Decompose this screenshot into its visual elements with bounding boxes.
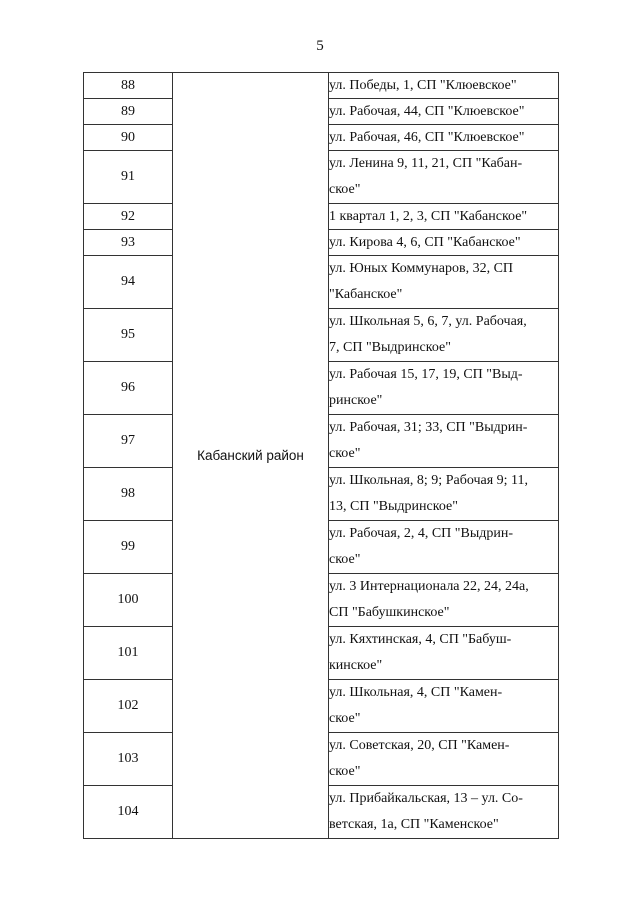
address-cell: ул. Рабочая 15, 17, 19, СП "Выд- ринское" (329, 362, 559, 415)
address-cell: ул. Победы, 1, СП "Клюевское" (329, 73, 559, 99)
address-table (83, 72, 559, 839)
address-cell: ул. Советская, 20, СП "Камен- ское" (329, 733, 559, 786)
row-number: 88 (84, 73, 173, 99)
address-table-body (84, 73, 559, 839)
row-number: 93 (84, 230, 173, 256)
row-number: 103 (84, 733, 173, 786)
address-cell: ул. Ленина 9, 11, 21, СП "Кабан- ское" (329, 151, 559, 204)
row-number: 100 (84, 574, 173, 627)
page-number: 5 (316, 38, 324, 54)
row-number: 98 (84, 468, 173, 521)
row-number: 94 (84, 256, 173, 309)
address-cell: ул. Кирова 4, 6, СП "Кабанское" (329, 230, 559, 256)
row-number: 97 (84, 415, 173, 468)
address-cell: 1 квартал 1, 2, 3, СП "Кабанское" (329, 204, 559, 230)
table-row (84, 73, 559, 99)
district-name: Кабанский район (173, 73, 329, 839)
row-number: 92 (84, 204, 173, 230)
address-cell: ул. Рабочая, 44, СП "Клюевское" (329, 99, 559, 125)
address-cell: ул. Кяхтинская, 4, СП "Бабуш- кинское" (329, 627, 559, 680)
row-number: 99 (84, 521, 173, 574)
row-number: 101 (84, 627, 173, 680)
address-cell: ул. 3 Интернационала 22, 24, 24а, СП "Бабушкинское" (329, 574, 559, 627)
address-cell: ул. Школьная, 8; 9; Рабочая 9; 11, 13, СП "Выдринское" (329, 468, 559, 521)
row-number: 95 (84, 309, 173, 362)
address-cell: ул. Рабочая, 31; 33, СП "Выдрин- ское" (329, 415, 559, 468)
address-cell: ул. Рабочая, 46, СП "Клюевское" (329, 125, 559, 151)
address-cell: ул. Юных Коммунаров, 32, СП "Кабанское" (329, 256, 559, 309)
address-cell: ул. Прибайкальская, 13 – ул. Со- ветская, 1а, СП "Каменское" (329, 786, 559, 839)
address-cell: ул. Рабочая, 2, 4, СП "Выдрин- ское" (329, 521, 559, 574)
row-number: 96 (84, 362, 173, 415)
row-number: 91 (84, 151, 173, 204)
row-number: 102 (84, 680, 173, 733)
row-number: 89 (84, 99, 173, 125)
row-number: 104 (84, 786, 173, 839)
address-cell: ул. Школьная, 4, СП "Камен- ское" (329, 680, 559, 733)
address-cell: ул. Школьная 5, 6, 7, ул. Рабочая, 7, СП "Выдринское" (329, 309, 559, 362)
row-number: 90 (84, 125, 173, 151)
